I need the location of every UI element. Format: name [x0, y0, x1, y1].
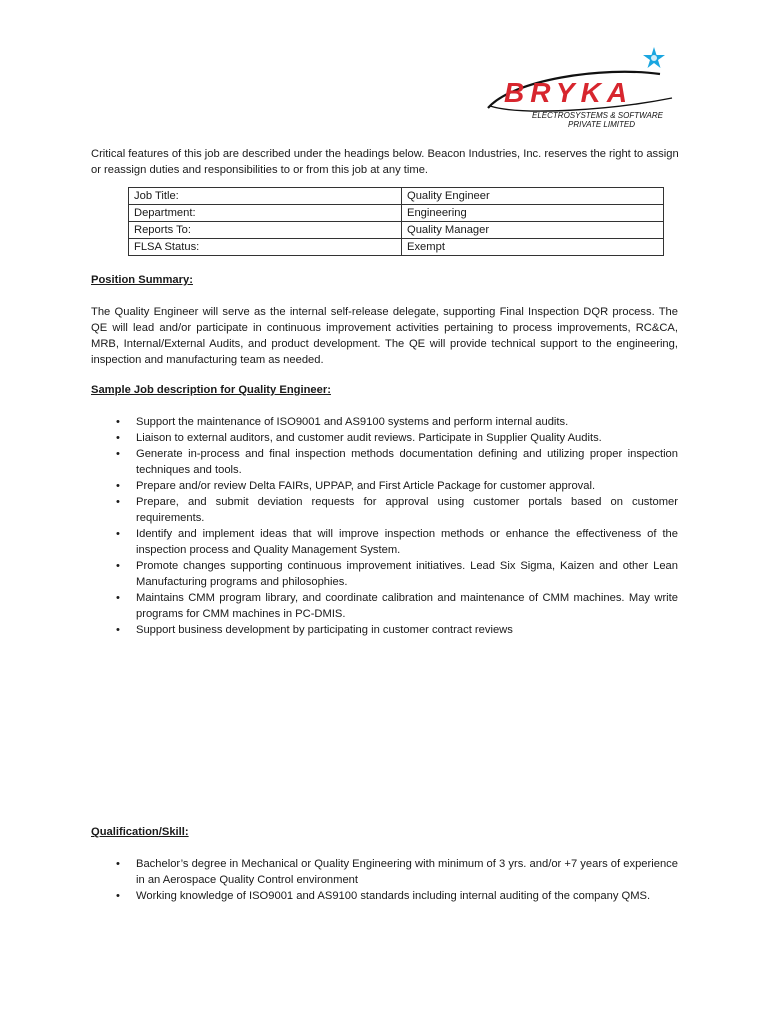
list-item-text: Generate in-process and final inspection methods documentation defining and utilizing proper inspection techniques and tools.: [136, 448, 678, 476]
row-value: Exempt: [402, 239, 664, 256]
job-info-table: [128, 187, 664, 256]
row-label: Department:: [129, 205, 402, 222]
list-item-text: Liaison to external auditors, and customer audit reviews. Participate in Supplier Quality Audits.: [136, 432, 602, 444]
row-value: Quality Manager: [402, 222, 664, 239]
bullet-icon: •: [116, 416, 120, 428]
list-item: [91, 888, 678, 904]
bullet-icon: •: [116, 432, 120, 444]
list-item-text: Promote changes supporting continuous improvement initiatives. Lead Six Sigma, Kaizen and other Lean Manufacturing programs and philosophies.: [136, 560, 678, 588]
list-item-text: Working knowledge of ISO9001 and AS9100 standards including internal auditing of the company QMS.: [136, 890, 651, 902]
bullet-icon: •: [116, 528, 120, 540]
list-item-text: Maintains CMM program library, and coordinate calibration and maintenance of CMM machines. May write programs for CMM machines in PC-DMIS.: [136, 592, 678, 620]
list-item: [91, 526, 678, 558]
list-item: [91, 446, 678, 478]
list-item-text: Prepare and/or review Delta FAIRs, UPPAP, and First Article Package for customer approval.: [136, 480, 596, 492]
star-icon: [643, 47, 665, 68]
list-item: [91, 558, 678, 590]
list-item: [91, 494, 678, 526]
row-label: Reports To:: [129, 222, 402, 239]
table-row: [129, 188, 664, 205]
list-item: [91, 478, 678, 494]
qualification-heading: Qualification/Skill:: [91, 826, 189, 838]
table-row: [129, 239, 664, 256]
row-label: Job Title:: [129, 188, 402, 205]
position-summary-heading: Position Summary:: [91, 274, 193, 286]
company-logo: [482, 44, 682, 130]
bryka-logo-graphic: [482, 44, 682, 130]
list-item: [91, 590, 678, 622]
job-description-heading: Sample Job description for Quality Engineer:: [91, 384, 331, 396]
list-item-text: Bachelor’s degree in Mechanical or Quality Engineering with minimum of 3 yrs. and/or +7 years of experience in an Aerospace Quality Control environment: [136, 858, 678, 886]
row-value: Engineering: [402, 205, 664, 222]
position-summary-text: The Quality Engineer will serve as the internal self-release delegate, supporting Final Inspection DQR process. The QE will lead and/or participate in continuous improvement activities pertaining to process improvements, RC&CA, MRB, Internal/External Audits, and product development. The QE will provide technical support to the engineering, inspection and manufacturing team as needed.: [91, 306, 678, 366]
list-item: [91, 430, 678, 446]
table-row: [129, 205, 664, 222]
row-value: Quality Engineer: [402, 188, 664, 205]
bullet-icon: •: [116, 496, 120, 508]
bullet-icon: •: [116, 448, 120, 460]
list-item-text: Support business development by participating in customer contract reviews: [136, 624, 513, 636]
list-item: [91, 414, 678, 430]
qualification-list: [91, 856, 678, 904]
list-item: [91, 856, 678, 888]
intro-paragraph: Critical features of this job are described under the headings below. Beacon Industries, Inc. reserves the right to assign or reassign duties and responsibilities to or from this job at any time.: [91, 148, 679, 176]
list-item-text: Identify and implement ideas that will improve inspection methods or enhance the effectiveness of the inspection process and Quality Management System.: [136, 528, 678, 556]
row-label: FLSA Status:: [129, 239, 402, 256]
bullet-icon: •: [116, 890, 120, 902]
logo-brand-text: BRYKA: [504, 77, 634, 108]
logo-tagline-1: ELECTROSYSTEMS & SOFTWARE: [532, 111, 663, 120]
list-item: [91, 622, 678, 638]
list-item-text: Prepare, and submit deviation requests for approval using customer portals based on customer requirements.: [136, 496, 678, 524]
bullet-icon: •: [116, 858, 120, 870]
bullet-icon: •: [116, 624, 120, 636]
bullet-icon: •: [116, 592, 120, 604]
bullet-icon: •: [116, 480, 120, 492]
logo-tagline-2: PRIVATE LIMITED: [568, 120, 635, 129]
bullet-icon: •: [116, 560, 120, 572]
table-row: [129, 222, 664, 239]
list-item-text: Support the maintenance of ISO9001 and AS9100 systems and perform internal audits.: [136, 416, 569, 428]
job-description-list: [91, 414, 678, 638]
